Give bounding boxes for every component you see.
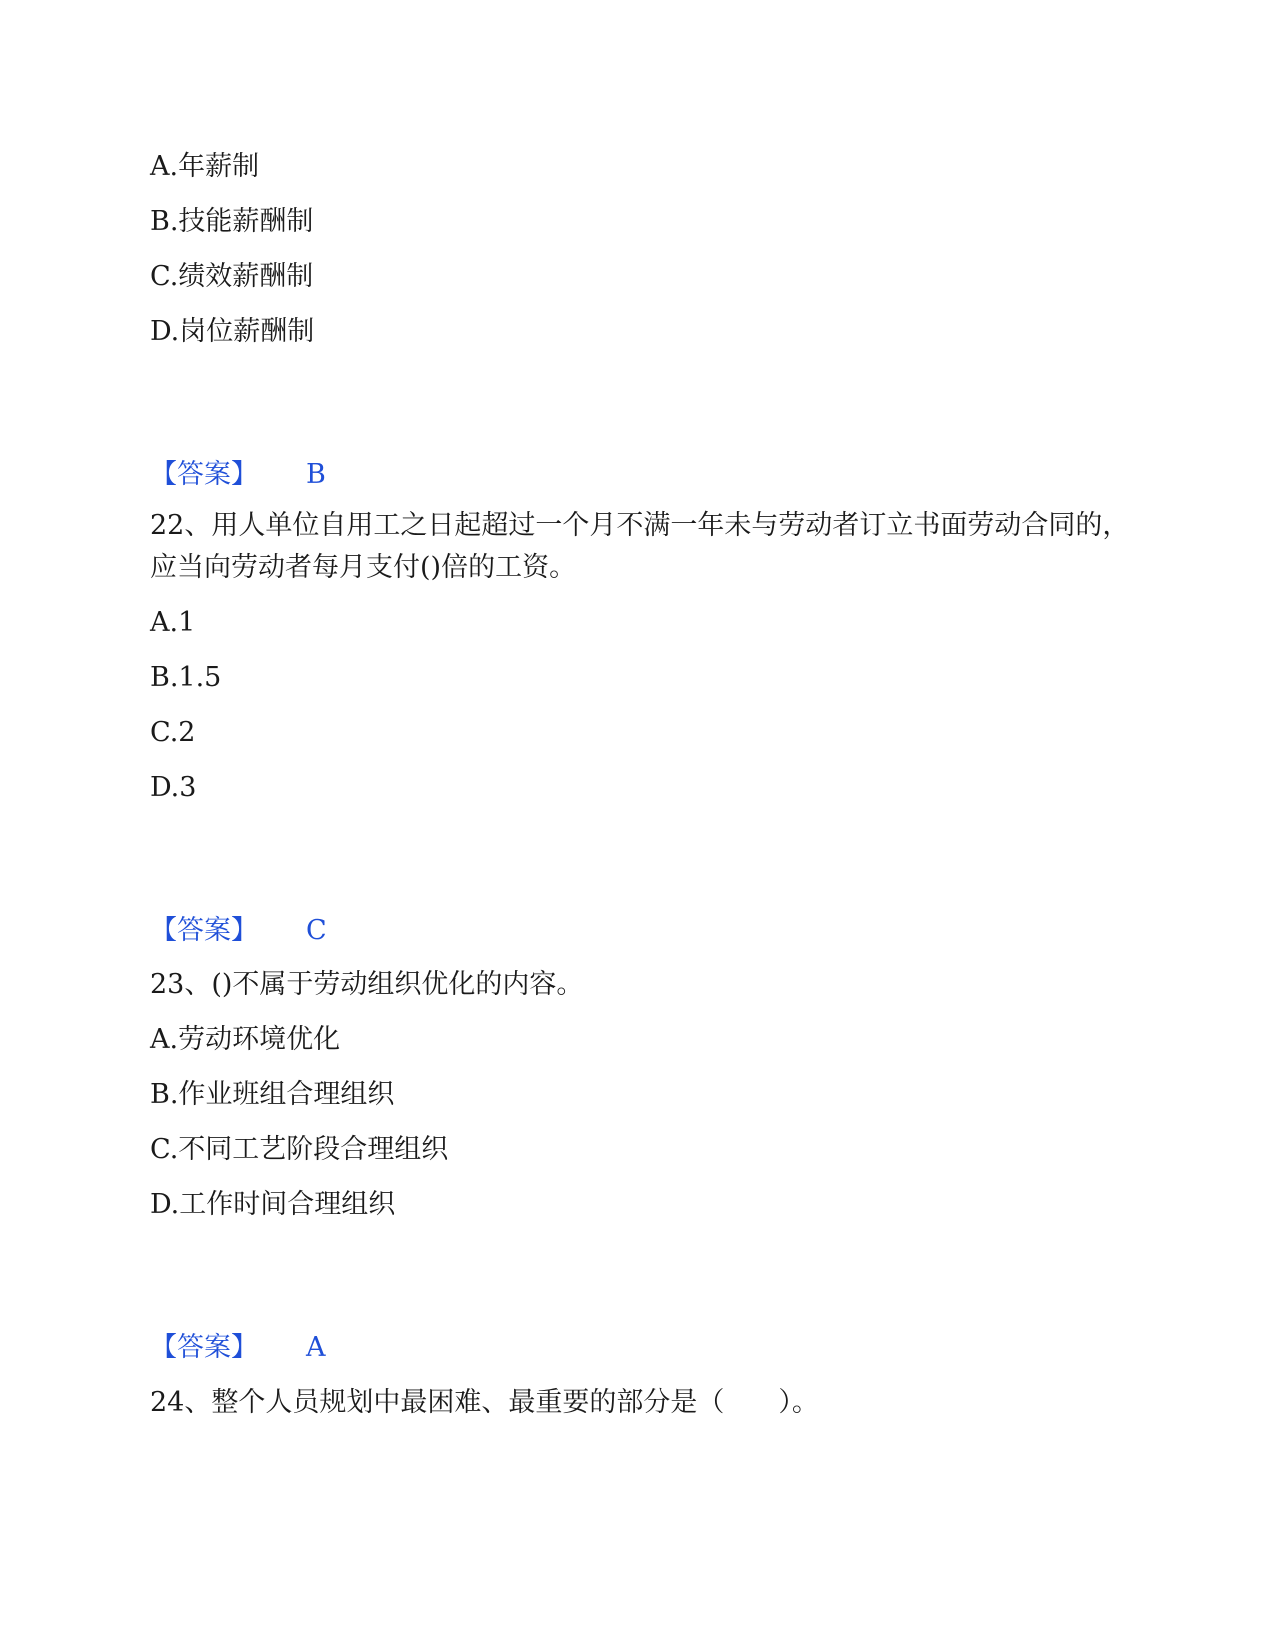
- q22-question: 22、用人单位自用工之日起超过一个月不满一年未与劳动者订立书面劳动合同的，应当向劳动者每月支付()倍的工资。: [150, 510, 1130, 583]
- q23-question: 23、()不属于劳动组织优化的内容。: [150, 969, 584, 1000]
- q22-option-c: C.2: [150, 717, 196, 748]
- q22-answer: [150, 911, 327, 951]
- answer-label: 【答案】: [150, 1332, 258, 1363]
- q21-option-b: B.技能薪酬制: [150, 206, 314, 237]
- q21-option-a: A.年薪制: [150, 151, 260, 182]
- q23-option-c: C.不同工艺阶段合理组织: [150, 1134, 449, 1165]
- q22-option-a: A.1: [150, 607, 196, 638]
- q21-option-d: D.岗位薪酬制: [150, 316, 315, 347]
- answer-value: A: [306, 1332, 326, 1363]
- q23-answer: [150, 1328, 326, 1368]
- answer-label: 【答案】: [150, 459, 258, 490]
- q23-option-d: D.工作时间合理组织: [150, 1189, 396, 1220]
- q24-question: 24、整个人员规划中最困难、最重要的部分是（ ）。: [150, 1387, 819, 1418]
- q23-option-b: B.作业班组合理组织: [150, 1079, 395, 1110]
- q22-option-d: D.3: [150, 772, 197, 803]
- answer-value: C: [306, 915, 327, 946]
- answer-label: 【答案】: [150, 915, 258, 946]
- q21-option-c: C.绩效薪酬制: [150, 261, 314, 292]
- answer-value: B: [306, 459, 326, 490]
- q23-option-a: A.劳动环境优化: [150, 1024, 341, 1055]
- q22-option-b: B.1.5: [150, 662, 222, 693]
- q21-answer: [150, 455, 326, 495]
